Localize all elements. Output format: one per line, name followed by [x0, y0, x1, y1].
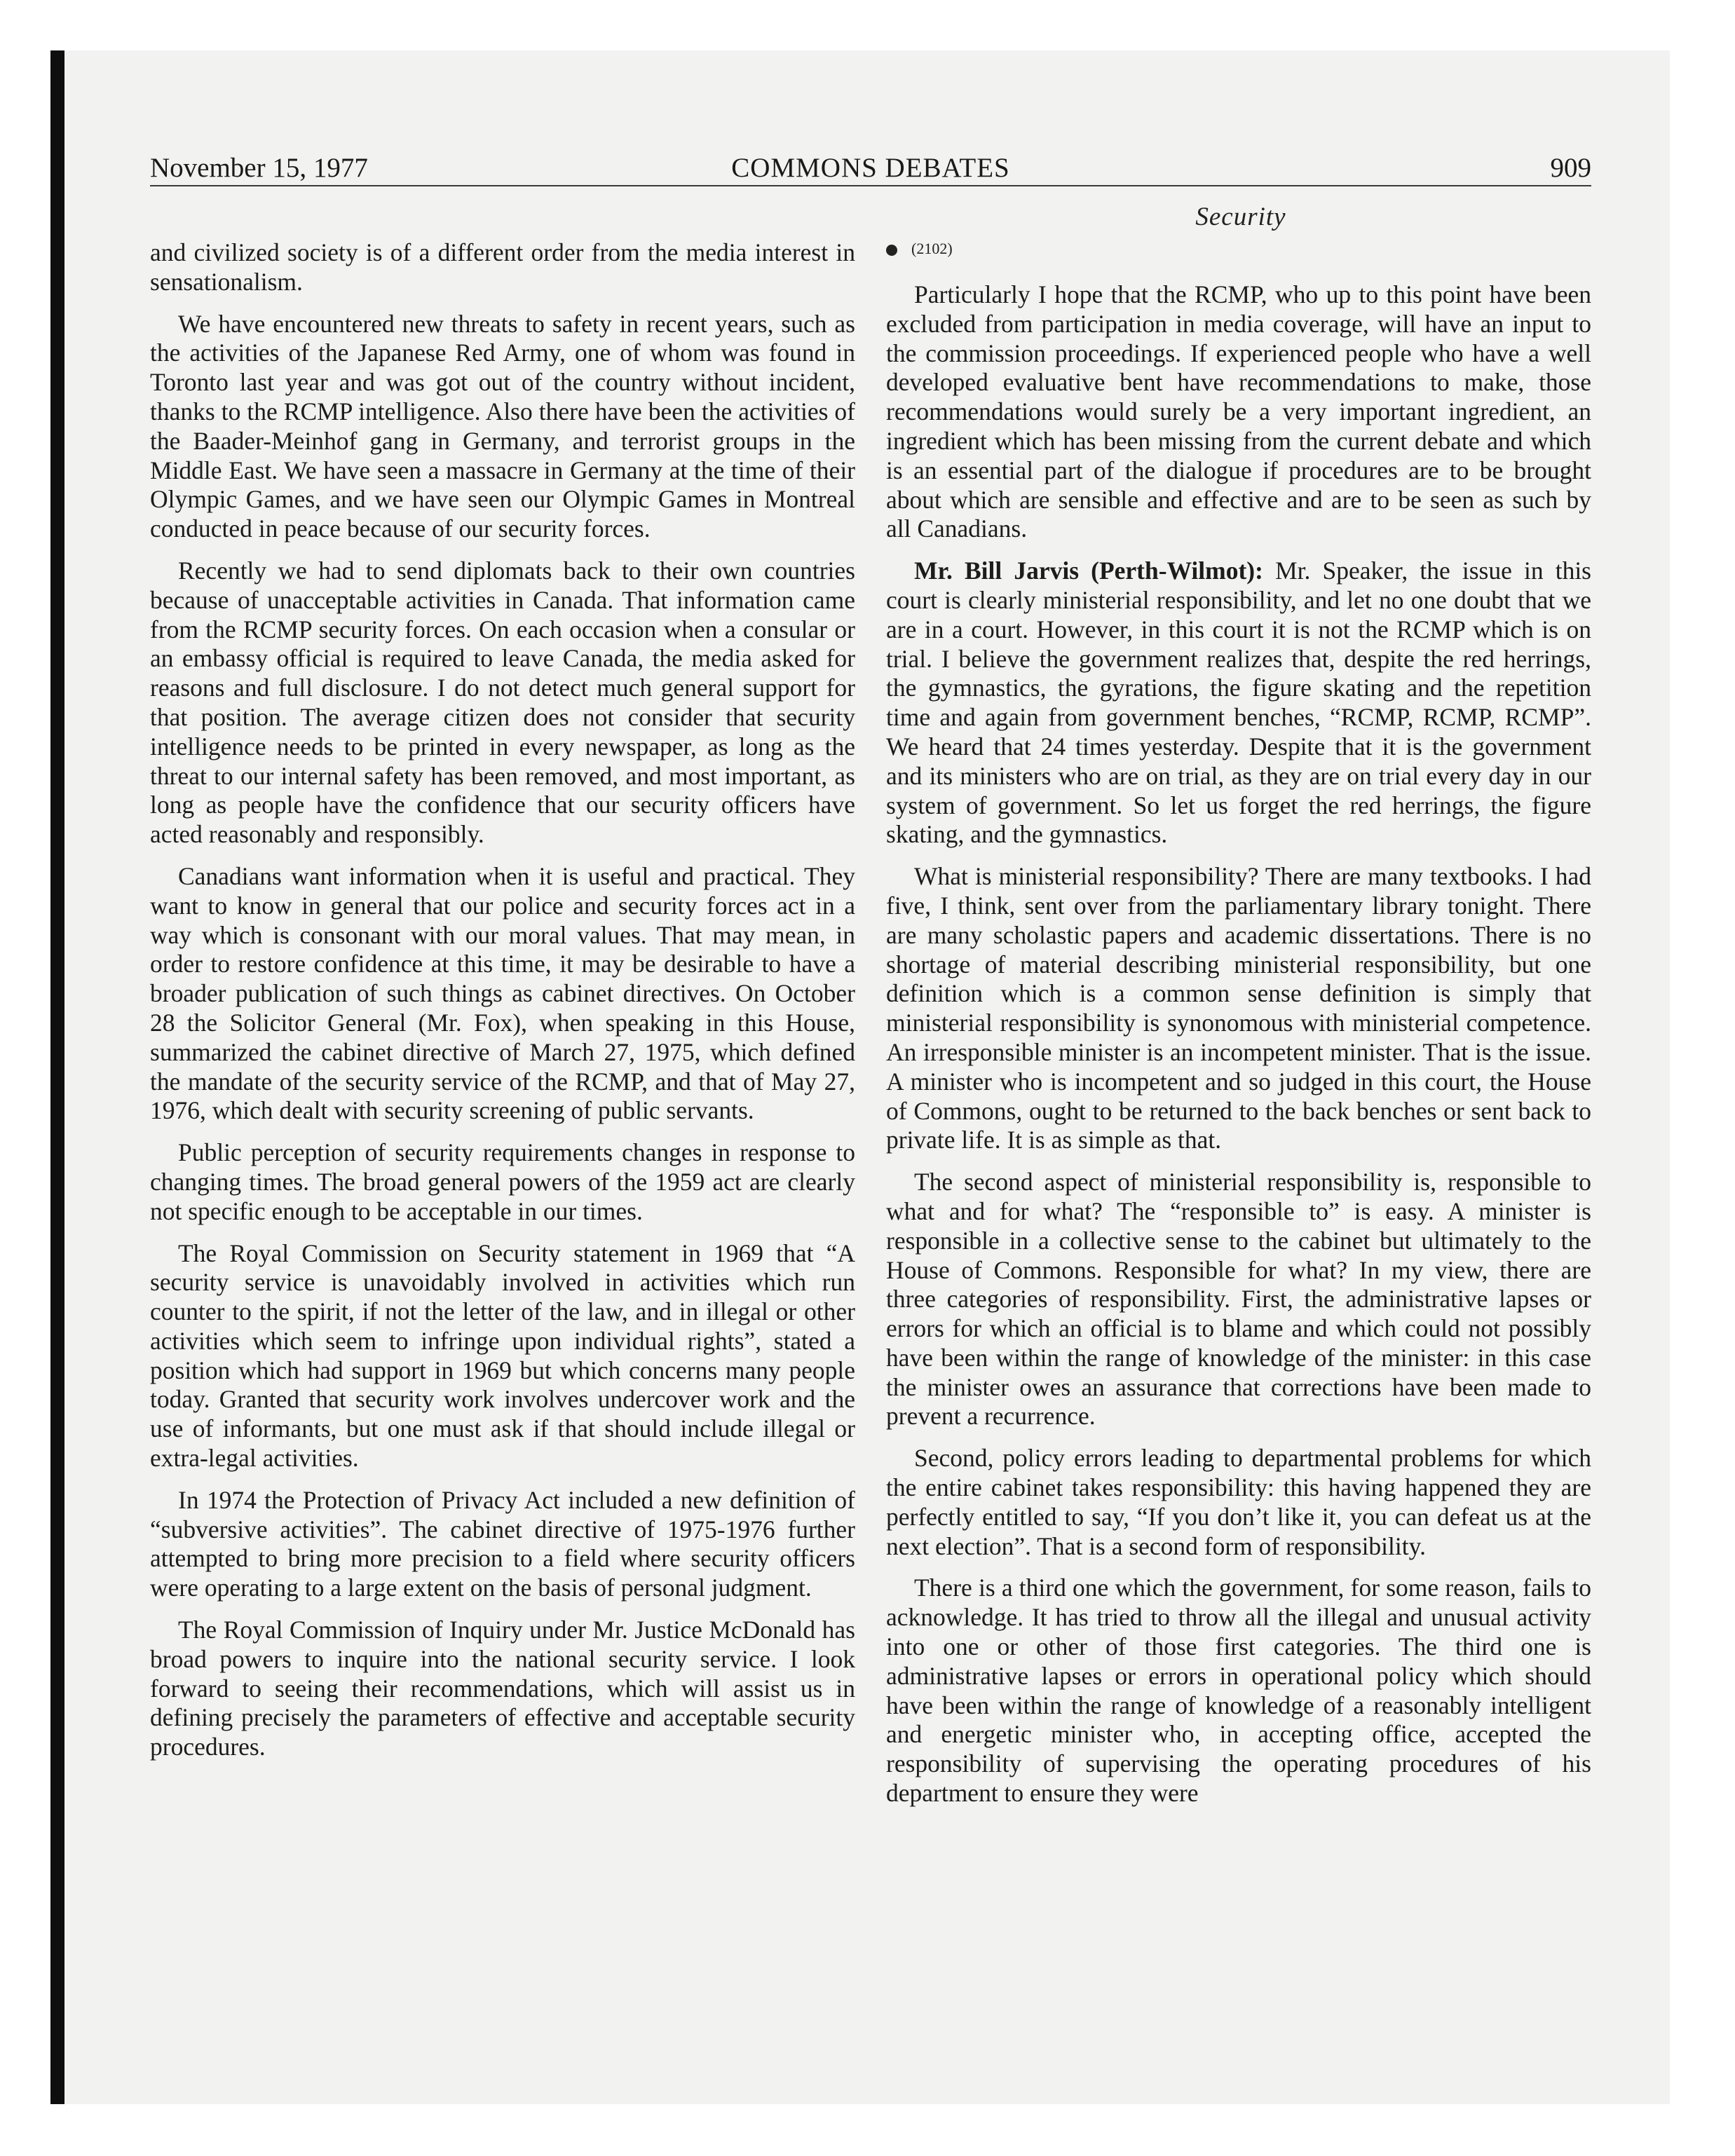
- header-page-number: 909: [1550, 153, 1591, 183]
- time-marker-label: (2102): [911, 240, 953, 257]
- paragraph: What is ministerial responsibility? There are many textbooks. I had five, I think, sent over from the parliamentary library tonight. There are many scholastic papers and academic dissertations. There is no shortage of material describing ministerial responsibility, but one definition which is a common sense definition is simply that ministerial responsibility is synonomous with ministerial competence. An irresponsible minister is an incompetent minister. That is the issue. A minister who is incompetent and so judged in this court, the House of Commons, ought to be returned to the back benches or sent back to private life. It is as simple as that.: [886, 862, 1591, 1154]
- paragraph: There is a third one which the government, for some reason, fails to acknowledge. It has tried to throw all the illegal and unusual activity into one or other of those first categories. The third one is administrative lapses or errors in operational policy which should have been within the range of knowledge of a reasonably intelligent and energetic minister who, in accepting office, accepted the responsibility of supervising the operating procedures of his department to ensure they were: [886, 1574, 1591, 1808]
- paragraph: Recently we had to send diplomats back to their own countries because of unacceptable activities in Canada. That information came from the RCMP security forces. On each occasion when a consular or an embassy official is required to leave Canada, the media asked for reasons and full disclosure. I do not detect much general support for that position. The average citizen does not consider that security intelligence needs to be printed in every newspaper, as long as the threat to our internal safety has been removed, and most important, as long as people have the confidence that our security officers have acted reasonably and responsibly.: [150, 556, 855, 849]
- paragraph: The Royal Commission on Security statement in 1969 that “A security service is unavoidably involved in activities which run counter to the spirit, if not the letter of the law, and in illegal or other activities which seem to infringe upon individual rights”, stated a position which had support in 1969 but which concerns many people today. Granted that security work involves undercover work and the use of informants, but one must ask if that should include illegal or extra-legal activities.: [150, 1239, 855, 1473]
- paragraph: The Royal Commission of Inquiry under Mr. Justice McDonald has broad powers to inquire into the national security service. I look forward to seeing their recommendations, which will assist us in defining precisely the parameters of effective and acceptable security procedures.: [150, 1616, 855, 1761]
- paragraph: The second aspect of ministerial responsibility is, responsible to what and for what? The “responsible to” is easy. A minister is responsible in a collective sense to the cabinet but ultimately to the House of Commons. Responsible for what? In my view, there are three categories of responsibility. First, the administrative lapses or errors for which an official is to blame and which could not possibly have been within the range of knowledge of the minister: in this case the minister owes an assurance that corrections have been made to prevent a recurrence.: [886, 1168, 1591, 1431]
- left-column: [150, 238, 855, 1775]
- bullet-icon: [886, 245, 897, 256]
- speaker-paragraph: [886, 557, 1591, 850]
- paragraph: In 1974 the Protection of Privacy Act included a new definition of “subversive activities”. The cabinet directive of 1975-1976 further attempted to bring more precision to a field where security officers were operating to a large extent on the basis of personal judgment.: [150, 1485, 855, 1602]
- speaker-name: Mr. Bill Jarvis (Perth-Wilmot):: [914, 557, 1263, 585]
- paragraph: Second, policy errors leading to departmental problems for which the entire cabinet takes responsibility: this having happened they are perfectly entitled to say, “If you don’t like it, you can defeat us at the next election”. That is a second form of responsibility.: [886, 1444, 1591, 1560]
- time-marker: [886, 238, 1591, 259]
- speaker-remarks: Mr. Speaker, the issue in this court is clearly ministerial responsibility, and let no one doubt that we are in a court. However, in this court it is not the RCMP which is on trial. I believe the government realizes that, despite the red herrings, the gymnastics, the gyrations, the figure skating and the repetition time and again from government benches, “RCMP, RCMP, RCMP”. We heard that 24 times yesterday. Despite that it is the government and its ministers who are on trial, as they are on trial every day in our system of government. So let us forget the red herrings, the figure skating, and the gymnastics.: [886, 557, 1591, 849]
- right-column: [886, 238, 1591, 1821]
- paragraph: Public perception of security requirements changes in response to changing times. The broad general powers of the 1959 act are clearly not specific enough to be acceptable in our times.: [150, 1138, 855, 1225]
- page-header: [150, 150, 1591, 186]
- header-publication: COMMONS DEBATES: [731, 153, 1010, 183]
- paragraph: and civilized society is of a different order from the media interest in sensationalism.: [150, 238, 855, 296]
- paragraph: Particularly I hope that the RCMP, who up to this point have been excluded from participation in media coverage, will have an input to the commission proceedings. If experienced people who have a well developed evaluative bent have recommendations to make, those recommendations would surely be a very important ingredient, an ingredient which has been missing from the current debate and which is an essential part of the dialogue if procedures are to be brought about which are sensible and effective and are to be seen as such by all Canadians.: [886, 280, 1591, 543]
- header-rule: [150, 185, 1591, 186]
- scan-dark-edge: [50, 50, 64, 2104]
- header-date: November 15, 1977: [150, 153, 368, 183]
- paragraph: Canadians want information when it is useful and practical. They want to know in general that our police and security forces act in a way which is consonant with our moral values. That may mean, in order to restore confidence at this time, it may be desirable to have a broader publication of such things as cabinet directives. On October 28 the Solicitor General (Mr. Fox), when speaking in this House, summarized the cabinet directive of March 27, 1975, which defined the mandate of the security service of the RCMP, and that of May 27, 1976, which dealt with security screening of public servants.: [150, 861, 855, 1125]
- paragraph: We have encountered new threats to safety in recent years, such as the activities of the Japanese Red Army, one of whom was found in Toronto last year and was got out of the country without incident, thanks to the RCMP intelligence. Also there have been the activities of the Baader-Meinhof gang in Germany, and terrorist groups in the Middle East. We have seen a massacre in Germany at the time of their Olympic Games, and we have seen our Olympic Games in Montreal conducted in peace because of our security forces.: [150, 309, 855, 543]
- section-title: Security: [1195, 203, 1286, 231]
